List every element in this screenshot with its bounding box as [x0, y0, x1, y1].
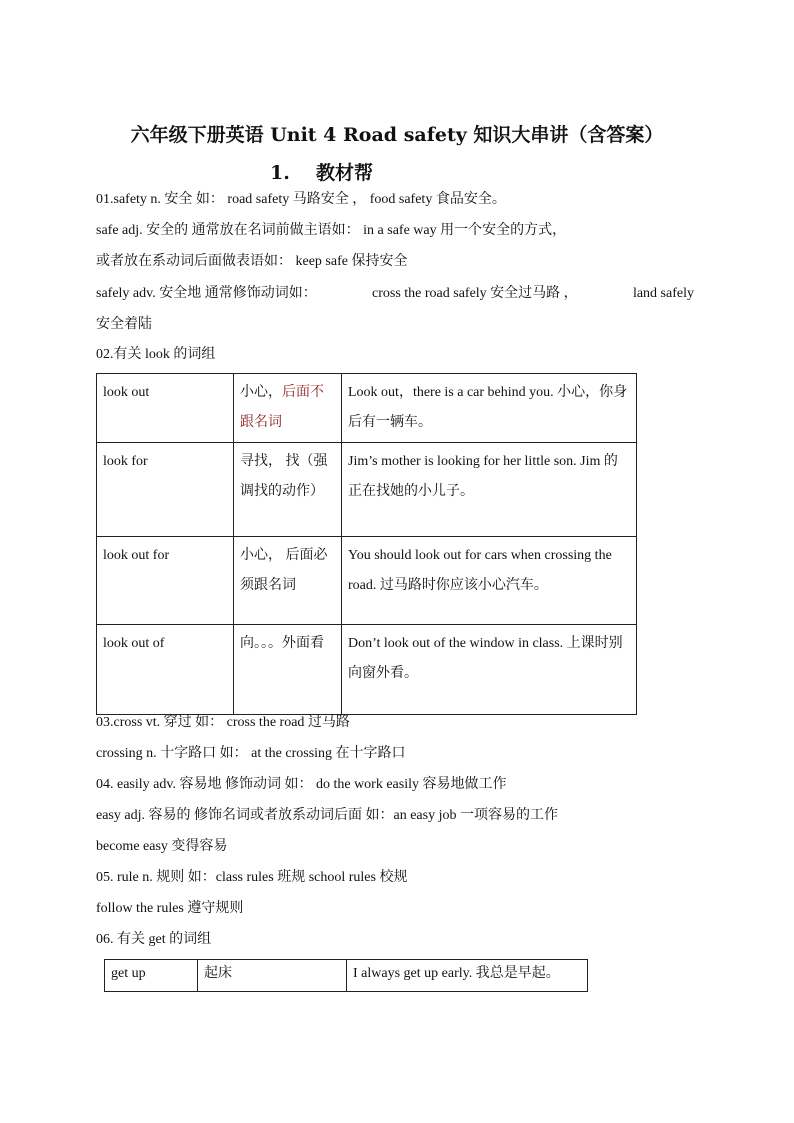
text-line: follow the rules 遵守规则 — [96, 901, 244, 916]
table-row — [97, 625, 637, 715]
section-heading-text: 教材帮 — [316, 162, 374, 184]
text-line: 03.cross vt. 穿过 如： cross the road 过马路 — [96, 715, 350, 730]
document-title: 六年级下册英语 Unit 4 Road safety 知识大串讲（含答案） — [130, 124, 664, 146]
table-cell: Jim’s mother is looking for her little son. Jim 的 正在找她的小儿子。 — [342, 443, 637, 537]
table-cell: 向。。。外面看 — [234, 625, 342, 715]
section-heading — [270, 158, 373, 185]
text-line: 04. easily adv. 容易地 修饰动词 如： do the work easily 容易地做工作 — [96, 777, 507, 792]
look-phrases-table — [96, 373, 637, 715]
table-row — [97, 443, 637, 537]
table-cell: You should look out for cars when crossing the road. 过马路时你应该小心汽车。 — [342, 537, 637, 625]
text-line: 02.有关 look 的词组 — [96, 347, 216, 362]
table-row — [97, 374, 637, 443]
safely-line-part: cross the road safely 安全过马路 ， — [372, 286, 578, 301]
text-line: 05. rule n. 规则 如：class rules 班规 school rules 校规 — [96, 870, 408, 885]
safely-line-part: safely adv. 安全地 通常修饰动词如： — [96, 286, 317, 301]
cell-text: 小心， — [240, 385, 282, 400]
table-row — [105, 960, 588, 992]
table-cell — [234, 374, 342, 443]
text-line: 06. 有关 get 的词组 — [96, 932, 212, 947]
table-cell: I always get up early. 我总是早起。 — [347, 960, 588, 992]
safely-line-part: land safely — [632, 286, 694, 301]
table-cell: look out of — [97, 625, 234, 715]
text-line: 安全着陆 — [96, 316, 152, 332]
highlighted-text: 后面不跟名词 — [240, 385, 324, 430]
safely-line — [96, 284, 694, 304]
text-line: crossing n. 十字路口 如： at the crossing 在十字路口 — [96, 746, 406, 761]
table-cell: 起床 — [198, 960, 347, 992]
table-cell: Look out，there is a car behind you. 小心，你身后有一辆车。 — [342, 374, 637, 443]
text-line: easy adj. 容易的 修饰名词或者放系动词后面 如：an easy job 一项容易的工作 — [96, 808, 558, 823]
table-cell: get up — [105, 960, 198, 992]
text-line: 或者放在系动词后面做表语如： keep safe 保持安全 — [96, 254, 408, 269]
table-cell: look for — [97, 443, 234, 537]
text-line: safe adj. 安全的 通常放在名词前做主语如： in a safe way 用一个安全的方式， — [96, 223, 567, 238]
table-cell: look out — [97, 374, 234, 443]
table-row — [97, 537, 637, 625]
table-cell: 小心， 后面必须跟名词 — [234, 537, 342, 625]
section-number: 1. — [270, 162, 290, 184]
text-line: 01.safety n. 安全 如： road safety 马路安全 ， food safety 食品安全。 — [96, 192, 506, 207]
table-cell: Don’t look out of the window in class. 上课时别向窗外看。 — [342, 625, 637, 715]
get-phrases-table — [104, 959, 588, 992]
table-cell: look out for — [97, 537, 234, 625]
table-cell: 寻找， 找（强调找的动作） — [234, 443, 342, 537]
text-line: become easy 变得容易 — [96, 839, 228, 854]
